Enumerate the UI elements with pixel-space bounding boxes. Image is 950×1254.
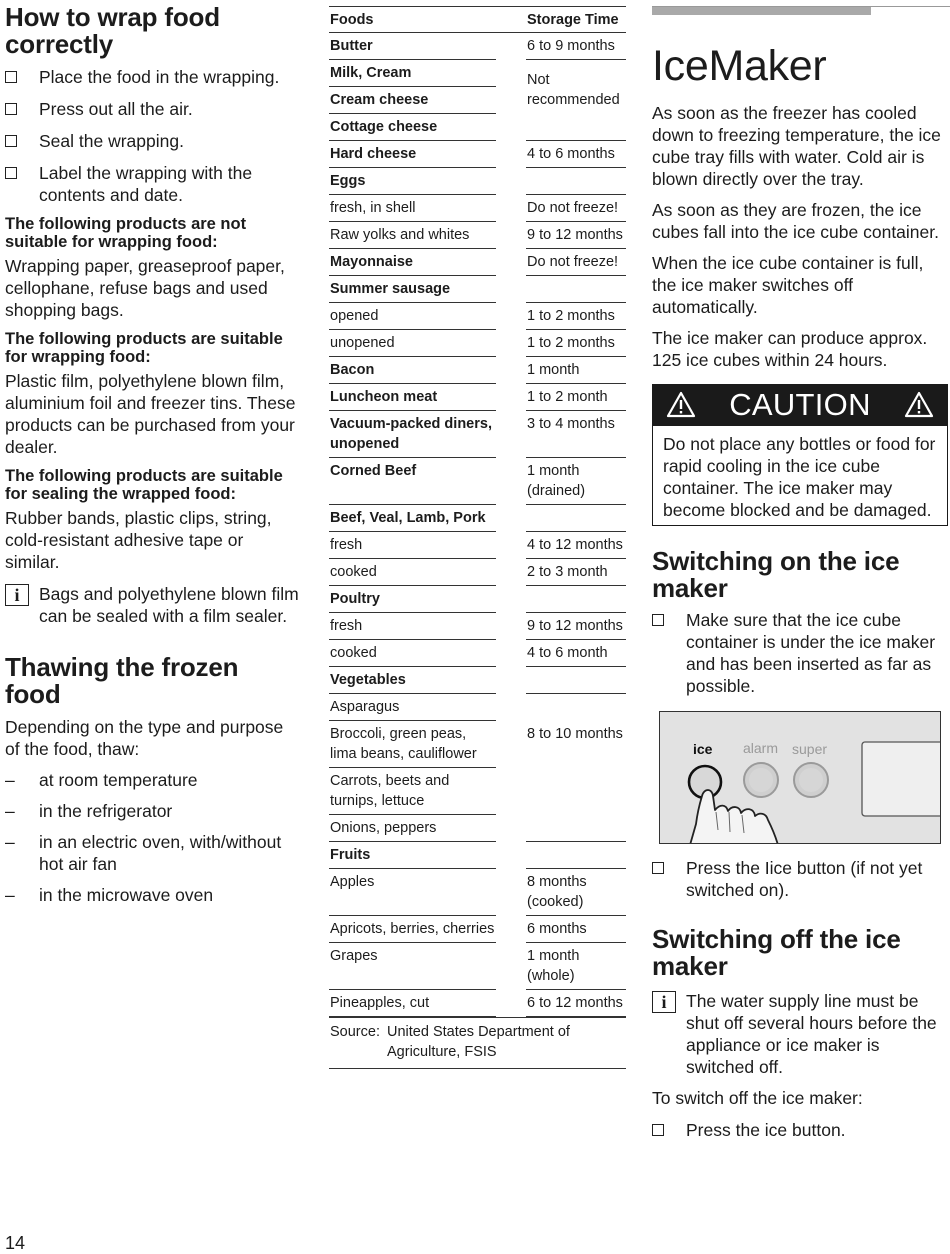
checkbox-icon [652, 614, 664, 626]
food-cell: fresh [329, 532, 496, 559]
dash-marker: – [5, 801, 15, 821]
storage-time-cell: 1 month [526, 357, 626, 384]
food-cell: cooked [329, 559, 496, 586]
table-row [329, 768, 626, 815]
storage-time-cell: 8 to 10 months [527, 726, 623, 742]
dash-marker: – [5, 832, 15, 852]
sealing-heading: The following products are suitable for sealing the wrapped food: [5, 467, 283, 503]
food-cell: Mayonnaise [329, 249, 496, 276]
storage-time-cell [526, 114, 626, 141]
food-cell: opened [329, 303, 496, 330]
table-row [329, 330, 626, 357]
icemaker-title: IceMaker [652, 42, 827, 90]
storage-time-cell: 1 to 2 months [526, 303, 626, 330]
not-suitable-text: Wrapping paper, greaseproof paper, cellophane, refuse bags and used shopping bags. [5, 256, 285, 320]
right-column [652, 6, 950, 1141]
storage-time-cell: 4 to 6 month [526, 640, 626, 667]
wrap-step-text: Label the wrapping with the contents and date. [39, 163, 253, 205]
food-cell: unopened [329, 330, 496, 357]
control-panel-illustration [659, 711, 941, 844]
dash-marker: – [5, 770, 15, 790]
table-body [329, 33, 626, 1017]
storage-time-cell: 6 months [526, 916, 626, 943]
caution-box [652, 384, 948, 526]
page-number: 14 [5, 1233, 26, 1253]
storage-time-cell [526, 60, 626, 108]
table-row [329, 458, 626, 505]
food-cell: cooked [329, 640, 496, 667]
icemaker-paragraph: When the ice cube container is full, the ice maker switches off automatically. [652, 253, 924, 317]
storage-time-cell: 3 to 4 months [526, 411, 626, 458]
food-cell: fresh, in shell [329, 195, 496, 222]
food-cell: Cream cheese [329, 87, 496, 114]
food-cell: Broccoli, green peas, lima beans, cauliflower [329, 721, 496, 768]
wrap-step [5, 162, 300, 206]
food-cell: Apricots, berries, cherries [329, 916, 496, 943]
food-cell: Poultry [329, 586, 496, 613]
storage-time-cell: 8 months (cooked) [526, 869, 626, 916]
switch-off-intro: To switch off the ice maker: [652, 1088, 863, 1108]
ice-button-label: ice [693, 741, 713, 757]
storage-time-cell: 1 month (whole) [526, 943, 626, 990]
table-row [329, 249, 626, 276]
table-row [329, 721, 626, 768]
table-row [329, 33, 626, 60]
storage-time-cell [526, 276, 626, 303]
sealing-text: Rubber bands, plastic clips, string, cold-resistant adhesive tape or similar. [5, 508, 272, 572]
food-cell: Carrots, beets and turnips, lettuce [329, 768, 496, 815]
table-row [329, 640, 626, 667]
thaw-option [5, 769, 300, 791]
food-cell: Butter [329, 33, 496, 60]
storage-time-cell [526, 667, 626, 694]
table-row [329, 990, 626, 1017]
column-header-storage-time: Storage Time [527, 12, 619, 28]
thaw-option [5, 831, 300, 875]
storage-table [329, 6, 626, 1069]
thaw-option-text: in the refrigerator [39, 801, 173, 821]
food-cell: Onions, peppers [329, 815, 496, 842]
thaw-option-text: in an electric oven, with/without hot air fan [39, 832, 282, 874]
source-text: United States Department of Agriculture, FSIS [387, 1024, 570, 1060]
food-cell: Corned Beef [329, 458, 496, 505]
wrap-food-title: How to wrap food correctly [5, 2, 220, 59]
switch-on-step [652, 609, 950, 697]
table-row [329, 559, 626, 586]
checkbox-icon [652, 1124, 664, 1136]
switch-off-title: Switching off the ice maker [652, 924, 901, 981]
info-note-text: Bags and polyethylene blown film can be sealed with a film sealer. [39, 584, 299, 626]
alarm-button-label: alarm [743, 740, 779, 756]
thaw-option [5, 884, 300, 906]
table-row [329, 411, 626, 458]
caution-label: CAUTION [729, 387, 871, 422]
left-column [5, 4, 300, 906]
food-cell: Apples [329, 869, 496, 916]
checkbox-icon [5, 71, 17, 83]
icemaker-paragraph: The ice maker can produce approx. 125 ice cubes within 24 hours. [652, 328, 928, 370]
storage-time-cell: 1 month (drained) [526, 458, 626, 505]
thaw-option [5, 800, 300, 822]
storage-time-cell [526, 815, 626, 842]
table-row [329, 357, 626, 384]
food-cell: Hard cheese [329, 141, 496, 168]
switch-on-step [652, 857, 950, 901]
section-rule [652, 6, 950, 17]
source-label: Source: [330, 1024, 380, 1040]
storage-time-cell [526, 842, 626, 869]
table-row [329, 943, 626, 990]
storage-time-cell: 1 to 2 month [526, 384, 626, 411]
table-row [329, 532, 626, 559]
table-row [329, 303, 626, 330]
table-row [329, 815, 626, 842]
caution-text: Do not place any bottles or food for rapid cooling in the ice cube container. The ice maker may become blocked and be damaged. [652, 426, 948, 526]
warning-triangle-icon [904, 391, 934, 418]
info-icon: i [652, 991, 676, 1013]
storage-time-cell: 6 to 12 months [526, 990, 626, 1017]
storage-time-cell [526, 168, 626, 195]
info-note [652, 990, 950, 1078]
storage-time-cell [526, 505, 626, 532]
storage-time-cell [526, 586, 626, 613]
checkbox-icon [652, 862, 664, 874]
table-source [329, 1017, 626, 1069]
food-cell: Fruits [329, 842, 496, 869]
storage-time-cell: 1 to 2 months [526, 330, 626, 357]
switch-off-step [652, 1119, 950, 1141]
table-row [329, 141, 626, 168]
icemaker-paragraph: As soon as the freezer has cooled down to freezing temperature, the ice cube tray fills with water. Cold air is blown directly over the tray. [652, 103, 941, 189]
food-cell: Raw yolks and whites [329, 222, 496, 249]
table-row [329, 694, 626, 721]
table-row [329, 222, 626, 249]
food-cell: Milk, Cream [329, 60, 496, 87]
table-row [329, 168, 626, 195]
thaw-intro: Depending on the type and purpose of the food, thaw: [5, 717, 284, 759]
wrap-step-text: Press out all the air. [39, 99, 193, 119]
food-cell: fresh [329, 613, 496, 640]
switch-off-step-text: Press the ice button. [686, 1120, 846, 1140]
wrap-step [5, 130, 300, 152]
table-header [329, 6, 626, 33]
storage-time-cell: 9 to 12 months [526, 613, 626, 640]
checkbox-icon [5, 167, 17, 179]
table-row [329, 869, 626, 916]
food-cell: Vegetables [329, 667, 496, 694]
checkbox-icon [5, 135, 17, 147]
table-row [329, 114, 626, 141]
not-suitable-heading: The following products are not suitable for wrapping food: [5, 215, 247, 251]
not-recommended-note: Not recommended [527, 72, 620, 108]
food-cell: Cottage cheese [329, 114, 496, 141]
food-cell: Luncheon meat [329, 384, 496, 411]
table-row [329, 195, 626, 222]
table-row [329, 842, 626, 869]
thaw-option-text: in the microwave oven [39, 885, 214, 905]
storage-time-cell: Do not freeze! [526, 249, 626, 276]
storage-time-cell: 9 to 12 months [526, 222, 626, 249]
wrap-step [5, 98, 300, 120]
switch-on-step-text: Make sure that the ice cube container is under the ice maker and has been inserted as far as possible. [686, 610, 936, 696]
food-cell: Eggs [329, 168, 496, 195]
switch-on-step-text: Press the Iice button (if not yet switched on). [686, 858, 923, 900]
warning-triangle-icon [666, 391, 696, 418]
wrap-step-text: Seal the wrapping. [39, 131, 184, 151]
thaw-option-text: at room temperature [39, 770, 198, 790]
storage-time-cell [526, 768, 626, 815]
suitable-heading: The following products are suitable for wrapping food: [5, 330, 283, 366]
food-cell: Vacuum-packed diners, unopened [329, 411, 496, 458]
wrap-step-text: Place the food in the wrapping. [39, 67, 280, 87]
food-cell: Summer sausage [329, 276, 496, 303]
storage-time-cell: 2 to 3 month [526, 559, 626, 586]
storage-time-cell: 6 to 9 months [526, 33, 626, 60]
thaw-title: Thawing the frozen food [5, 652, 239, 709]
storage-time-cell: 4 to 12 months [526, 532, 626, 559]
info-note [5, 583, 300, 627]
food-cell: Pineapples, cut [329, 990, 496, 1017]
info-icon: i [5, 584, 29, 606]
dash-marker: – [5, 885, 15, 905]
control-panel-drawing [660, 712, 941, 844]
wrap-step [5, 66, 300, 88]
suitable-text: Plastic film, polyethylene blown film, aluminium foil and freezer tins. These products can be purchased from your dealer. [5, 371, 296, 457]
food-cell: Asparagus [329, 694, 496, 721]
table-row [329, 276, 626, 303]
table-row [329, 384, 626, 411]
info-note-text: The water supply line must be shut off several hours before the appliance or ice maker is switched off. [686, 991, 937, 1077]
table-row [329, 667, 626, 694]
table-row [329, 916, 626, 943]
food-cell: Bacon [329, 357, 496, 384]
table-row [329, 586, 626, 613]
icemaker-paragraph: As soon as they are frozen, the ice cubes fall into the ice cube container. [652, 200, 939, 242]
table-row [329, 613, 626, 640]
storage-time-cell: Do not freeze! [526, 195, 626, 222]
checkbox-icon [5, 103, 17, 115]
food-cell: Grapes [329, 943, 496, 990]
storage-time-cell: 4 to 6 months [526, 141, 626, 168]
super-button-label: super [792, 741, 828, 757]
food-cell: Beef, Veal, Lamb, Pork [329, 505, 496, 532]
table-row [329, 505, 626, 532]
storage-time-cell [526, 694, 626, 721]
caution-header [652, 384, 948, 426]
column-header-foods: Foods [330, 12, 374, 28]
switch-on-title: Switching on the ice maker [652, 546, 900, 603]
